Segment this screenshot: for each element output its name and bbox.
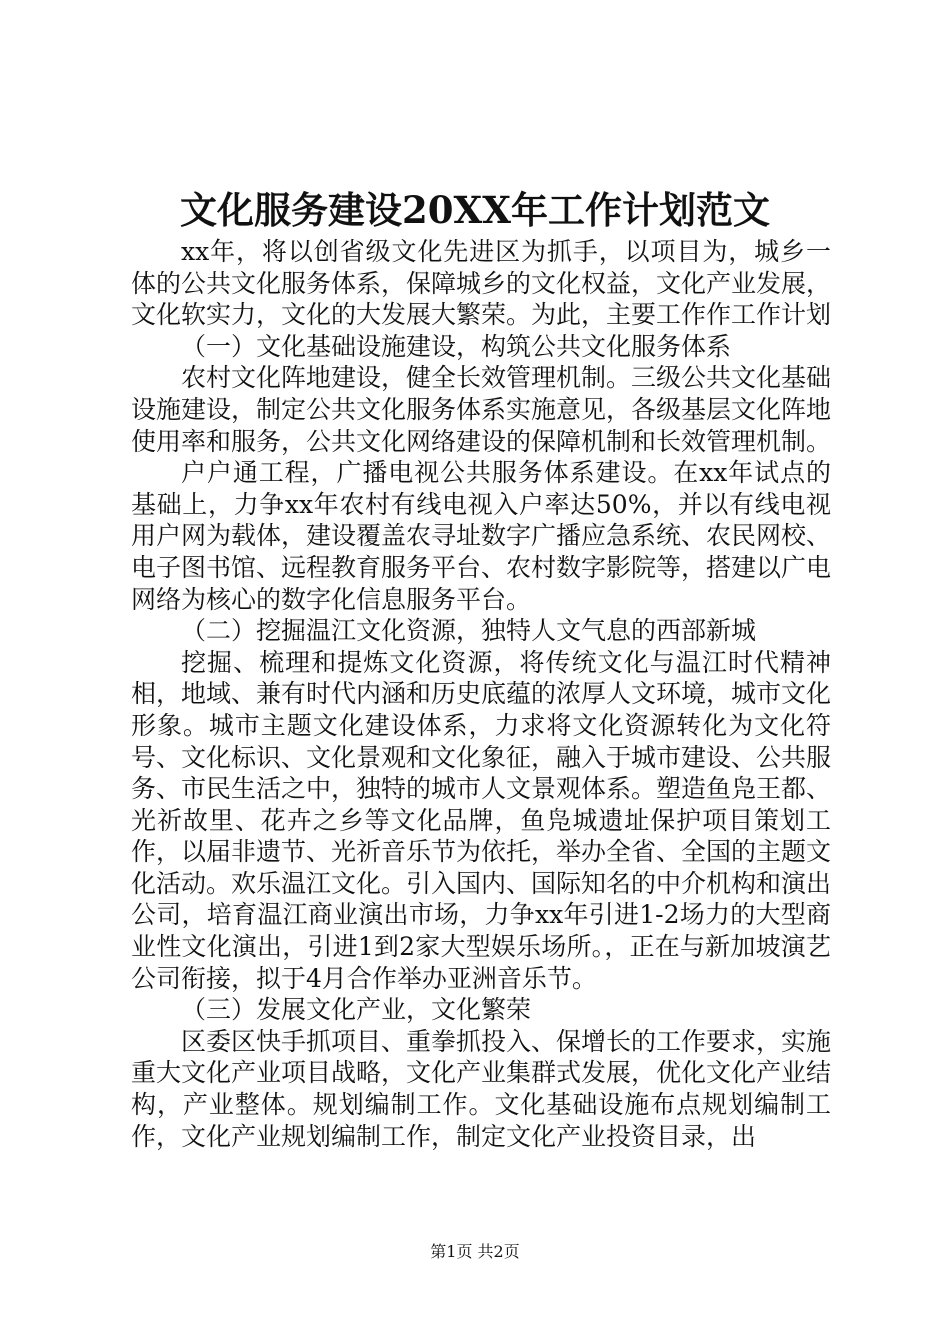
document-title: 文化服务建设20XX年工作计划范文 bbox=[180, 188, 770, 232]
paragraph-culture-resources: 挖掘、梳理和提炼文化资源，将传统文化与温江时代精神相，地域、兼有时代内涵和历史底蕴的浓厚人文环境，城市文化形象。城市主题文化建设体系，力求将文化资源转化为文化符号、文化标识、文化景观和文化象征，融入于城市建设、公共服务、市民生活之中，独特的城市人文景观体系。塑造鱼凫王都、光祈故里、花卉之乡等文化品牌，鱼凫城遗址保护项目策划工作，以届非遗节、光祈音乐节为依托，举办全省、全国的主题文化活动。欢乐温江文化。引入国内、国际知名的中介机构和演出公司，培育温江商业演出市场，力争xx年引进1-2场力的大型商业性文化演出，引进1到2家大型娱乐场所。，正在与新加坡演艺公司衔接，拟于4月合作举办亚洲音乐节。 bbox=[131, 647, 832, 993]
document-body bbox=[131, 236, 831, 1152]
section-heading-3: （三）发展文化产业，文化繁荣 bbox=[181, 995, 532, 1025]
section-heading-2: （二）挖掘温江文化资源，独特人文气息的西部新城 bbox=[181, 616, 757, 646]
paragraph-rural-culture: 农村文化阵地建设，健全长效管理机制。三级公共文化基础设施建设，制定公共文化服务体系实施意见，各级基层文化阵地使用率和服务，公共文化网络建设的保障机制和长效管理机制。 bbox=[131, 363, 832, 456]
paragraph-intro: xx年，将以创省级文化先进区为抓手，以项目为，城乡一体的公共文化服务体系，保障城乡的文化权益，文化产业发展，文化软实力，文化的大发展大繁荣。为此，主要工作作工作计划 bbox=[131, 237, 832, 330]
paragraph-broadcast: 户户通工程，广播电视公共服务体系建设。在xx年试点的基础上，力争xx年农村有线电视入户率达50%，并以有线电视用户网为载体，建设覆盖农寻址数字广播应急系统、农民网校、电子图书馆、远程教育服务平台、农村数字影院等，搭建以广电网络为核心的数字化信息服务平台。 bbox=[131, 458, 832, 614]
page-footer: 第1页 共2页 bbox=[430, 1242, 520, 1261]
section-heading-1: （一）文化基础设施建设，构筑公共文化服务体系 bbox=[181, 331, 732, 361]
paragraph-culture-industry: 区委区快手抓项目、重拳抓投入、保增长的工作要求，实施重大文化产业项目战略，文化产业集群式发展，优化文化产业结构，产业整体。规划编制工作。文化基础设施布点规划编制工作，文化产业规划编制工作，制定文化产业投资目录，出 bbox=[131, 1026, 832, 1151]
